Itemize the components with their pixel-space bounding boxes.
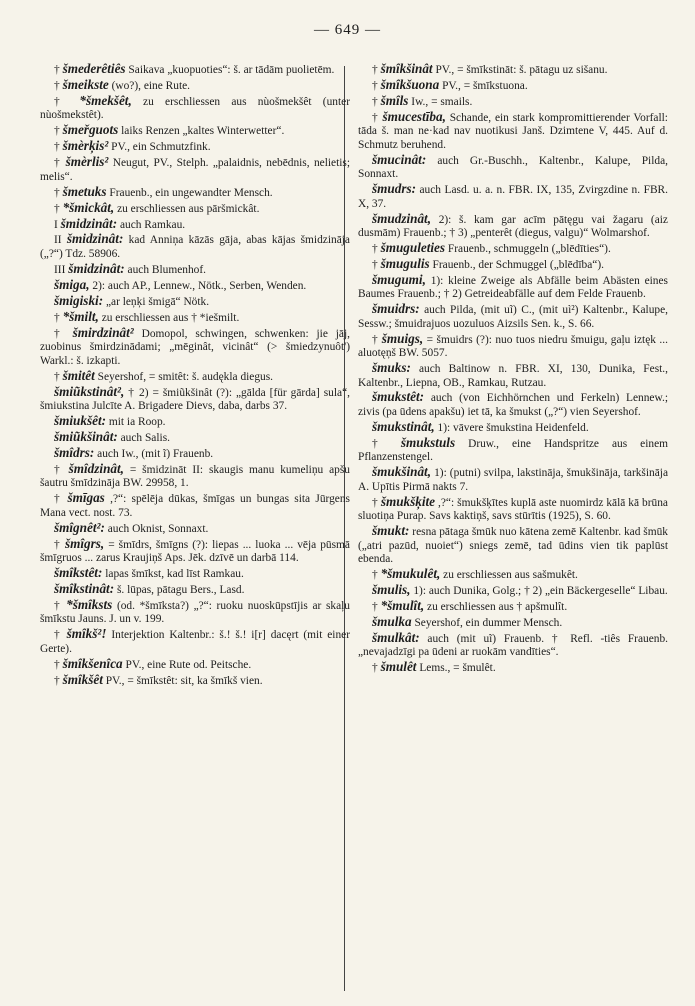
entry-marker: † [54,463,63,476]
entry-body: auch Lasd. u. a. n. FBR. IX, 135, Zvirgzdine n. FBR. X, 37. [358,184,668,210]
dictionary-entry [358,62,668,77]
entry-headword: *šmickât, [62,199,115,215]
entry-body: Lems., = šmulêt. [419,662,496,675]
entry-marker: † [372,111,379,124]
entry-marker: † [54,370,60,383]
entry-headword: šmirdzinât² [72,324,134,340]
entry-body: 1): vāvere šmukstina Heidenfeld. [437,421,589,434]
dictionary-entry [358,420,668,435]
entry-body: zu erschliessen aus pāršmickât. [117,202,260,215]
entry-body: PV., ein Schmutzfink. [111,141,211,154]
entry-headword: šmiukšêt: [54,412,107,428]
page-number: — 649 — [314,22,381,38]
entry-body: ,?“: spēlēja dūkas, šmīgas un bungas sita Jūrgens Mana vect. nost. 73. [40,493,350,519]
entry-headword: šmulêt [380,659,417,675]
entry-headword: šmukt: [372,523,410,539]
dictionary-entry [40,462,350,491]
entry-body: PV., eine Rute od. Peitsche. [125,658,252,671]
dictionary-entry [358,332,668,361]
entry-marker: † [54,629,62,642]
left-column [40,62,350,689]
entry-body: Saikava „kuopuoties“: š. ar tādām puolietēm. [128,64,335,76]
entry-headword: šmeřguots [62,122,119,138]
entry-marker: † [372,258,378,271]
entry-body: auch (mit uĩ) Frauenb. † Refl. -tiês Frauenb. „nevajadzīgi pa ūdeni ar ruokām vandīties“. [358,632,668,659]
dictionary-entry [40,232,350,261]
entry-body: Frauenb., der Schmuggel („blēdība“). [432,258,604,271]
entry-marker: † [54,599,62,612]
entry-body: Druw., eine Handspritze aus einem Pflanzenstengel. [358,437,668,464]
entry-marker: II [54,234,62,247]
dictionary-entry [40,673,350,688]
dictionary-entry [40,414,350,429]
entry-headword: šmîkstêt: [54,564,103,580]
entry-body: 1): auch Dunika, Golg.; † 2) „ein Bäckergeselle“ Libau. [413,584,668,597]
entry-marker: † [54,95,69,108]
entry-marker: † [54,125,60,138]
entry-body: Seyershof, ein dummer Mensch. [414,616,563,629]
entry-headword: šmeikste [62,76,109,92]
entry-headword: šmukstinât, [372,418,435,434]
dictionary-entry [40,385,350,414]
entry-marker: † [54,658,60,671]
dictionary-entry [40,78,350,93]
entry-headword: šmukstêt: [372,389,425,405]
entry-marker: † [54,79,60,92]
entry-marker: † [54,157,62,170]
entry-body: auch Pilda, (mit uĩ) C., (mit uì²) Kaltenbr., Kalupe, Sessw.; šmuidrajuos uozuluos Aizsils Sen. k., S. 66. [358,304,668,330]
dictionary-entry [40,262,350,277]
entry-headword: šmucestība, [382,108,446,124]
entry-body: (wo?), eine Rute. [111,79,191,92]
entry-body: auch Salis. [120,431,170,444]
entry-headword: šmîdrs: [54,444,95,460]
entry-marker: † [372,437,388,450]
entry-body: Frauenb., schmuggeln („blēdīties“). [447,242,611,255]
entry-headword: šmigiski: [54,292,104,308]
entry-marker: † [54,186,60,199]
entry-headword: šmulka [372,613,412,629]
entry-headword: šmukšķite [380,493,436,509]
entry-headword: šmîls [380,92,409,108]
dictionary-entry [358,302,668,331]
dictionary-entry [358,273,668,302]
dictionary-entry [40,139,350,154]
entry-headword: šmugumi, [372,271,426,287]
dictionary-entry [358,599,668,614]
entry-body: auch (von Eichhörnchen und Ferkeln) Lennew.; zivis (pa ūdens apakšu) iet tā, ka šmukst („?“) vien Seyershof. [358,392,668,418]
entry-marker: † [372,568,378,581]
entry-body: resna pātaga šmūk nuo kātena zemē Kaltenbr. kad šmūk („atri pazūd, nuoiet“) sniegs zemē, tad ūdins vien tik paplūst ebenda. [358,526,668,565]
dictionary-entry [358,390,668,419]
entry-body: 1): kleine Zweige als Abfälle beim Abästen eines Baumes Frauenb.; † 2) Getreideabfälle auf dem Felde Frauenb. [358,274,668,301]
entry-body: auch Oknist, Sonnaxt. [107,522,209,535]
entry-body: auch Ramkau. [119,218,186,231]
entry-body: auch Baltinow n. FBR. XI, 130, Dunika, Fest., Kaltenbr., Liepna, OB., Ramkau, Rutzau. [358,363,668,389]
dictionary-entry [40,294,350,309]
entry-marker: † [54,141,60,154]
dictionary-entry [40,369,350,384]
dictionary-entry [40,94,350,123]
dictionary-entry [358,495,668,524]
dictionary-entry [40,310,350,325]
entry-marker: † [54,493,63,506]
entry-headword: šmugulis [380,255,430,271]
entry-body: Domopol, schwingen, schwenken: jie jāj, zuobinus šmirdzinādami; „mēginât, vicinât“ (> šmiedzynuôt') Warkl.: š. izkapti. [40,327,350,367]
entry-marker: † [54,327,65,340]
entry-body: zu erschliessen aus † apšmulît. [427,600,568,613]
dictionary-entry [40,62,350,77]
dictionary-entry [358,182,668,211]
dictionary-entry [40,491,350,520]
entry-marker: † [372,79,378,92]
entry-body: PV., = šmīkstuona. [442,79,528,92]
entry-headword: šmiga, [54,276,90,292]
entry-marker: † [54,674,60,687]
entry-body: Iw., = smails. [411,95,473,108]
dictionary-entry [358,94,668,109]
entry-headword: šmîkstinât: [54,580,115,596]
dictionary-entry [358,615,668,630]
entry-headword: *šmilt, [62,308,99,324]
entry-body: Interjektion Kaltenbr.: š.! š.! i[r] dacęrt (mit einer Gerte). [40,629,350,655]
dictionary-entry [40,582,350,597]
entry-body: PV., = šmīkstêt: sit, ka šmīkš vien. [105,674,263,687]
entry-body: Schande, ein stark kompromittierender Vorfall: tāda š. man ne·kad nav nuotikusi Janš. Dzimtene V, 445. Auf d. Schmutz beruhend. [358,111,668,151]
entry-headword: šmuidrs: [372,301,420,317]
dictionary-entry [358,110,668,152]
entry-marker: † [372,242,378,255]
dictionary-entry [358,257,668,272]
entry-headword: šmîkš²! [66,626,107,642]
entry-headword: šmiũkstinât², [54,383,125,399]
entry-headword: šmidzinât: [60,215,118,231]
entry-body: auch Blumenhof. [127,263,206,276]
entry-marker: † [372,496,378,509]
dictionary-entry [40,185,350,200]
entry-body: Seyershof, = smitêt: š. audękla diegus. [97,370,274,383]
entry-marker: † [372,64,378,76]
entry-marker: † [372,333,379,346]
entry-headword: šmetuks [62,183,107,199]
entry-headword: *šmulît, [380,597,425,613]
dictionary-entry [40,201,350,216]
dictionary-entry [358,436,668,465]
dictionary-entry [40,657,350,672]
entry-headword: šmuguleties [380,239,446,255]
dictionary-entry [358,631,668,660]
entry-marker: † [372,95,378,108]
entry-headword: šmîdzinât, [68,460,124,476]
entry-marker: † [372,662,378,675]
entry-body: auch Gr.-Buschh., Kaltenbr., Kalupe, Pilda, Sonnaxt. [358,154,668,181]
dictionary-entry [40,446,350,461]
entry-body: lapas šmīkst, kad līst Ramkau. [105,567,244,580]
dictionary-entry [358,567,668,582]
entry-body: š. lūpas, pātagu Bers., Lasd. [116,583,245,596]
entry-headword: šmitêt [62,367,95,383]
dictionary-entry [358,660,668,675]
entry-headword: *šmîksts [66,596,113,612]
entry-headword: šmîgrs, [64,535,105,551]
entry-headword: šmidzinât: [66,231,124,247]
entry-body: „ar leņķi šmigā“ Nötk. [105,295,210,308]
entry-marker: III [54,263,66,276]
entry-marker: † [54,538,61,551]
entry-marker: † [54,202,60,215]
entry-headword: *šmekšêt, [79,92,132,108]
entry-headword: šmuigs, [381,330,424,346]
entry-body: zu erschliessen aus sašmukêt. [443,568,578,581]
entry-body: = šmuidrs (?): nuo tuos niedru šmuigu, gaļu iztęk ... aluotęņš BW. 5057. [358,333,668,360]
entry-body: 1): (putni) svilpa, lakstināja, šmukšināja, tarkšināja A. Upītis Pirmā nakts 7. [358,467,668,493]
entry-headword: šmudzinât, [372,210,432,226]
entry-body: zu erschliessen aus nùošmekšêt (unter nùošmekstêt). [40,95,350,122]
dictionary-entry [358,524,668,566]
dictionary-entry [40,521,350,536]
entry-headword: šmulkât: [372,629,420,645]
entry-headword: šmîkšuona [380,76,440,92]
dictionary-entry [358,78,668,93]
dictionary-entry [40,537,350,566]
entry-headword: šmukšinât, [372,464,432,480]
entry-marker: I [54,218,58,231]
dictionary-entry [358,212,668,241]
dictionary-entry [40,217,350,232]
dictionary-entry [358,241,668,256]
entry-body: auch Iw., (mit ĩ) Frauenb. [97,447,214,460]
entry-headword: šmulis, [372,581,411,597]
entry-headword: šmîkšêt [62,671,103,687]
dictionary-entry [40,326,350,368]
entry-body: Neugut, PV., Stelph. „palaidnis, nebēdnis, nelietis; melis“. [40,157,351,183]
entry-body: mit ia Roop. [108,415,166,428]
entry-marker: † [54,64,60,76]
entry-body: 2): auch AP., Lennew., Nötk., Serben, Wenden. [92,279,307,292]
entry-body: laiks Renzen „kaltes Winterwetter“. [121,125,285,138]
dictionary-entry [40,123,350,138]
dictionary-entry [358,465,668,494]
entry-headword: šmucinât: [372,151,427,167]
entry-headword: šmèrlis² [65,154,109,170]
entry-headword: šmuks: [372,360,411,376]
dictionary-entry [358,361,668,390]
entry-body: PV., = šmīkstināt: š. pātagu uz sišanu. [435,64,608,76]
entry-body: ,?“: šmukšķītes kuplā aste nuomirdz kālā kā brūna sluotiņa Purap. Savs kaktiņš, savs stūrītis (1925), S. 60. [358,496,668,523]
entry-marker: † [372,600,378,613]
dictionary-entry [40,598,350,627]
dictionary-entry [40,278,350,293]
dictionary-entry [40,566,350,581]
dictionary-entry [358,583,668,598]
entry-body: Frauenb., ein ungewandter Mensch. [109,186,273,199]
entry-body: kad Anniņa kāzās gāja, abas kājas šmidzināja („?“) Tdz. 58906. [40,234,350,260]
entry-body: † 2) = šmiũkšinât (?): „gālda [für gārda] sula“, šmiukstina Julcīte A. Brigadere Dievs, daba, darbs 37. [40,386,350,412]
dictionary-entry [40,155,350,184]
entry-headword: šmiũkšinât: [54,428,118,444]
dictionary-entry [40,430,350,445]
dictionary-entry [40,627,350,656]
entry-headword: šmidzinât: [68,260,125,276]
entry-body: = šmīdrs, šmīgns (?): liepas ... luoka ... vēja pūsmā šmīgruos ... zarus Kraujiņš Aps. Jēk. dzīvē un darbā 114. [40,538,350,564]
entry-headword: šmîkšinât [380,61,433,76]
entry-body: zu erschliessen aus † *iešmilt. [101,311,240,324]
entry-body: 2): š. kam gar acīm pātęgu vai žagaru (aiz dusmām) Frauenb.; † 3) „penterêt (diegus, valgu)“ Wolmarshof. [358,213,668,239]
entry-headword: *šmukulêt, [380,565,441,581]
right-column [358,62,668,676]
dictionary-entry [358,153,668,182]
entry-headword: šmîgnêt²: [54,519,105,535]
entry-headword: šmèrķis² [62,138,109,154]
entry-headword: šmederêtiês [62,61,126,76]
entry-body: (od. *šmīksta?) „?“: ruoku nuoskūpstījis ar skaļu šmīkstu Jauns. J. un v. 199. [40,599,350,626]
entry-marker: † [54,311,60,324]
entry-headword: šmudrs: [372,181,416,197]
entry-body: = šmidzināt II: skaugis manu kumeliņu apšu šautru šmīdzināja BW. 29958, 1. [40,463,350,490]
entry-headword: šmīgas [67,490,105,506]
entry-headword: šmîkšenîca [62,655,123,671]
entry-headword: šmukstuls [400,434,456,450]
